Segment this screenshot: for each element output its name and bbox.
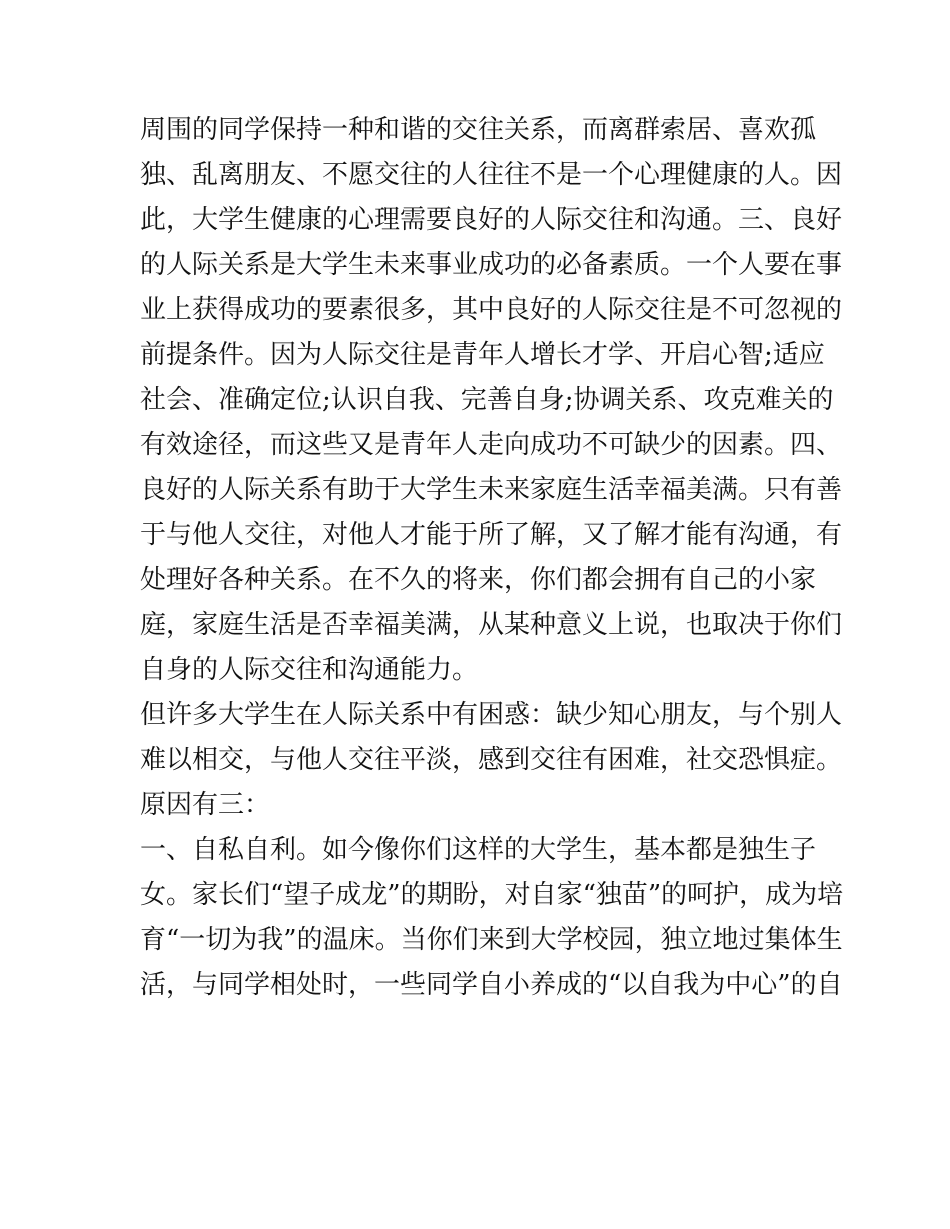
text-line-18: 女。家长们“望子成龙”的期盼，对自家“独苗”的呵护，成为培 xyxy=(140,880,844,910)
text-line-10: 于与他人交往，对他人才能于所了解，又了解才能有沟通，有 xyxy=(140,520,843,550)
text-line-6: 前提条件。因为人际交往是青年人增长才学、开启心智;适应 xyxy=(140,340,825,370)
text-line-9: 良好的人际关系有助于大学生未来家庭生活幸福美满。只有善 xyxy=(140,475,843,505)
text-line-20: 活，与同学相处时，一些同学自小养成的“以自我为中心”的自 xyxy=(140,970,843,1000)
body-text xyxy=(140,108,844,1008)
text-line-1: 周围的同学保持一种和谐的交往关系，而离群索居、喜欢孤 xyxy=(140,115,817,145)
text-line-13: 自身的人际交往和沟通能力。 xyxy=(140,655,479,685)
text-line-8: 有效途径，而这些又是青年人走向成功不可缺少的因素。四、 xyxy=(140,430,843,460)
text-line-11: 处理好各种关系。在不久的将来，你们都会拥有自己的小家 xyxy=(140,565,817,595)
text-line-15: 难以相交，与他人交往平淡，感到交往有困难，社交恐惧症。 xyxy=(140,745,843,775)
text-line-12: 庭，家庭生活是否幸福美满，从某种意义上说，也取决于你们 xyxy=(140,610,843,640)
text-line-5: 业上获得成功的要素很多，其中良好的人际交往是不可忽视的 xyxy=(140,295,843,325)
text-line-14: 但许多大学生在人际关系中有困惑：缺少知心朋友，与个别人 xyxy=(140,700,843,730)
text-line-16: 原因有三： xyxy=(140,790,271,820)
text-line-17: 一、自私自利。如今像你们这样的大学生，基本都是独生子 xyxy=(140,835,817,865)
text-line-19: 育“一切为我”的温床。当你们来到大学校园，独立地过集体生 xyxy=(140,925,843,955)
text-line-4: 的人际关系是大学生未来事业成功的必备素质。一个人要在事 xyxy=(140,250,843,280)
text-line-2: 独、乱离朋友、不愿交往的人往往不是一个心理健康的人。因 xyxy=(140,160,843,190)
text-line-7: 社会、准确定位;认识自我、完善自身;协调关系、攻克难关的 xyxy=(140,385,834,415)
text-line-3: 此，大学生健康的心理需要良好的人际交往和沟通。三、良好 xyxy=(140,205,843,235)
